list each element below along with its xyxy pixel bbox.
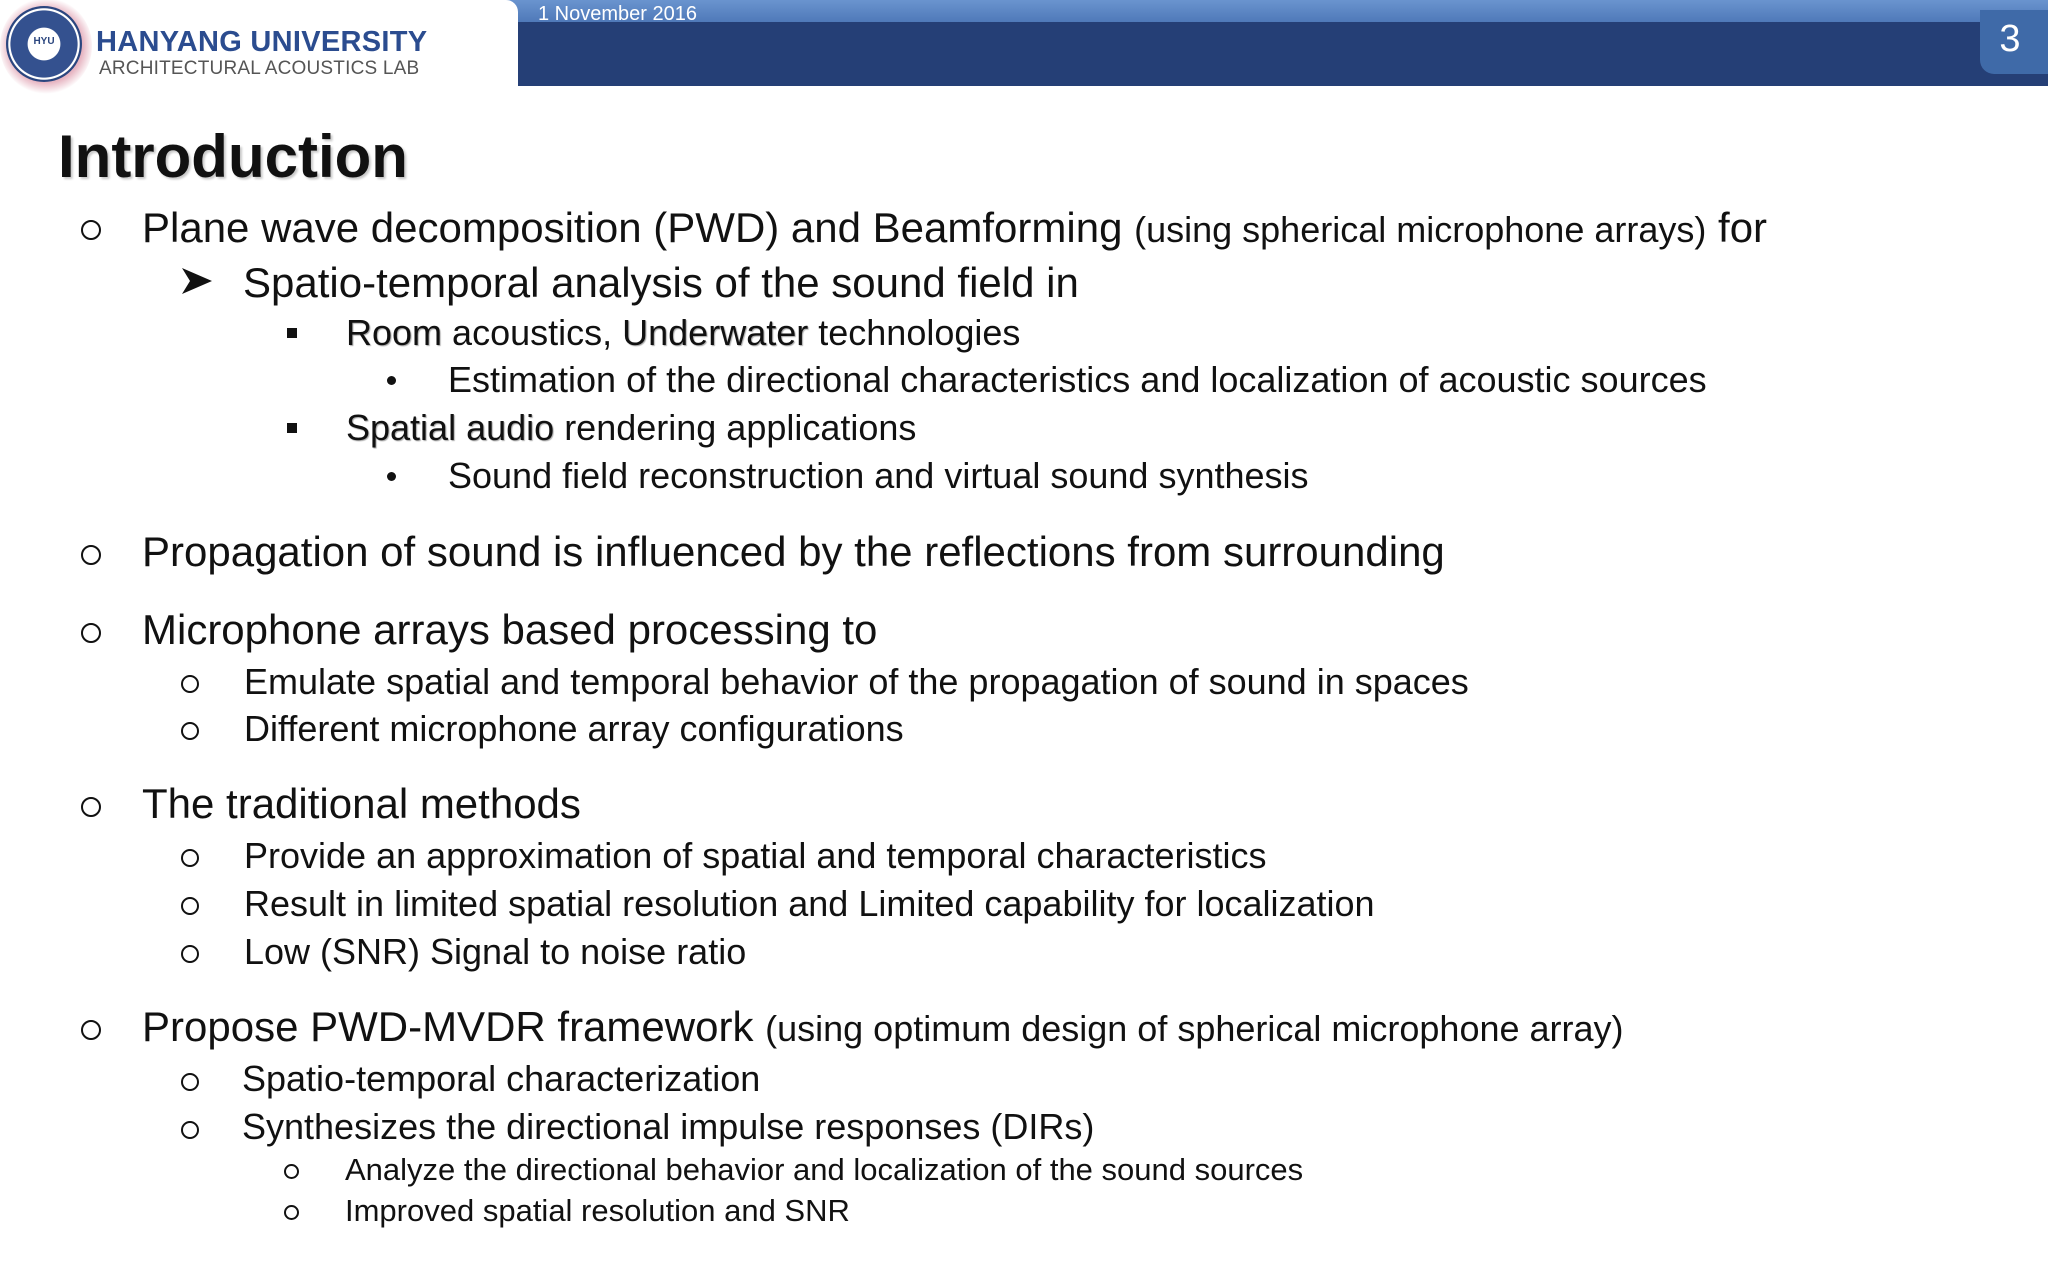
bullet-circle-icon [81,623,101,643]
bullet-pwd: Plane wave decomposition (PWD) and Beamforming (using spherical microphone arrays) for [142,204,1768,251]
logo-panel [0,0,518,86]
bullet-circle-icon [81,1020,101,1040]
university-seal-icon: HYU [0,0,92,94]
bullet-mic-arrays: Microphone arrays based processing to [142,606,878,653]
bullet-estimation: Estimation of the directional characteristics and localization of acoustic sources [448,359,1707,400]
square-bullet-icon [287,423,297,433]
bullet-synthesizes-dirs: Synthesizes the directional impulse responses (DIRs) [242,1106,1095,1147]
sub-sub-bullet-circle-icon [284,1164,299,1179]
sub-bullet-circle-icon [181,722,199,740]
bullet-circle-icon [81,545,101,565]
sub-bullet-circle-icon [181,897,199,915]
bullet-improved-resolution: Improved spatial resolution and SNR [345,1193,850,1228]
bullet-emulate: Emulate spatial and temporal behavior of the propagation of sound in spaces [244,661,1469,702]
bullet-different-configs: Different microphone array configurations [244,708,904,749]
bullet-room-underwater: Room acoustics, Underwater technologies [346,312,1021,353]
sub-bullet-circle-icon [181,675,199,693]
bullet-analyze-behavior: Analyze the directional behavior and localization of the sound sources [345,1152,1304,1187]
bullet-spatio-temporal: Spatio-temporal analysis of the sound field in [243,259,1079,306]
sub-bullet-circle-icon [181,1121,199,1139]
slide-date: 1 November 2016 [538,3,697,25]
university-name: HANYANG UNIVERSITY [96,26,428,58]
bullet-approximation: Provide an approximation of spatial and temporal characteristics [244,835,1267,876]
bullet-propose: Propose PWD-MVDR framework (using optimum design of spherical microphone array) [142,1003,1624,1050]
page-number: 3 [1999,18,2021,60]
bullet-limited-resolution: Result in limited spatial resolution and Limited capability for localization [244,883,1375,924]
sub-bullet-circle-icon [181,849,199,867]
bullet-reconstruction: Sound field reconstruction and virtual sound synthesis [448,455,1309,496]
dot-bullet-icon [387,376,396,385]
square-bullet-icon [287,328,297,338]
bullet-circle-icon [81,220,101,240]
bullet-traditional: The traditional methods [142,780,581,827]
bullet-spatial-audio: Spatial audio rendering applications [346,407,917,448]
sub-bullet-circle-icon [181,945,199,963]
arrow-bullet-icon [180,266,214,296]
sub-sub-bullet-circle-icon [284,1205,299,1220]
sub-bullet-circle-icon [181,1073,199,1091]
page-number-tab [1980,10,2048,74]
dot-bullet-icon [387,472,396,481]
lab-name: ARCHITECTURAL ACOUSTICS LAB [99,58,420,79]
bullet-circle-icon [81,797,101,817]
slide-title: Introduction [58,123,408,190]
bullet-spatio-characterization: Spatio-temporal characterization [242,1058,761,1099]
bullet-low-snr: Low (SNR) Signal to noise ratio [244,931,747,972]
bullet-propagation: Propagation of sound is influenced by the reflections from surrounding [142,528,1445,575]
